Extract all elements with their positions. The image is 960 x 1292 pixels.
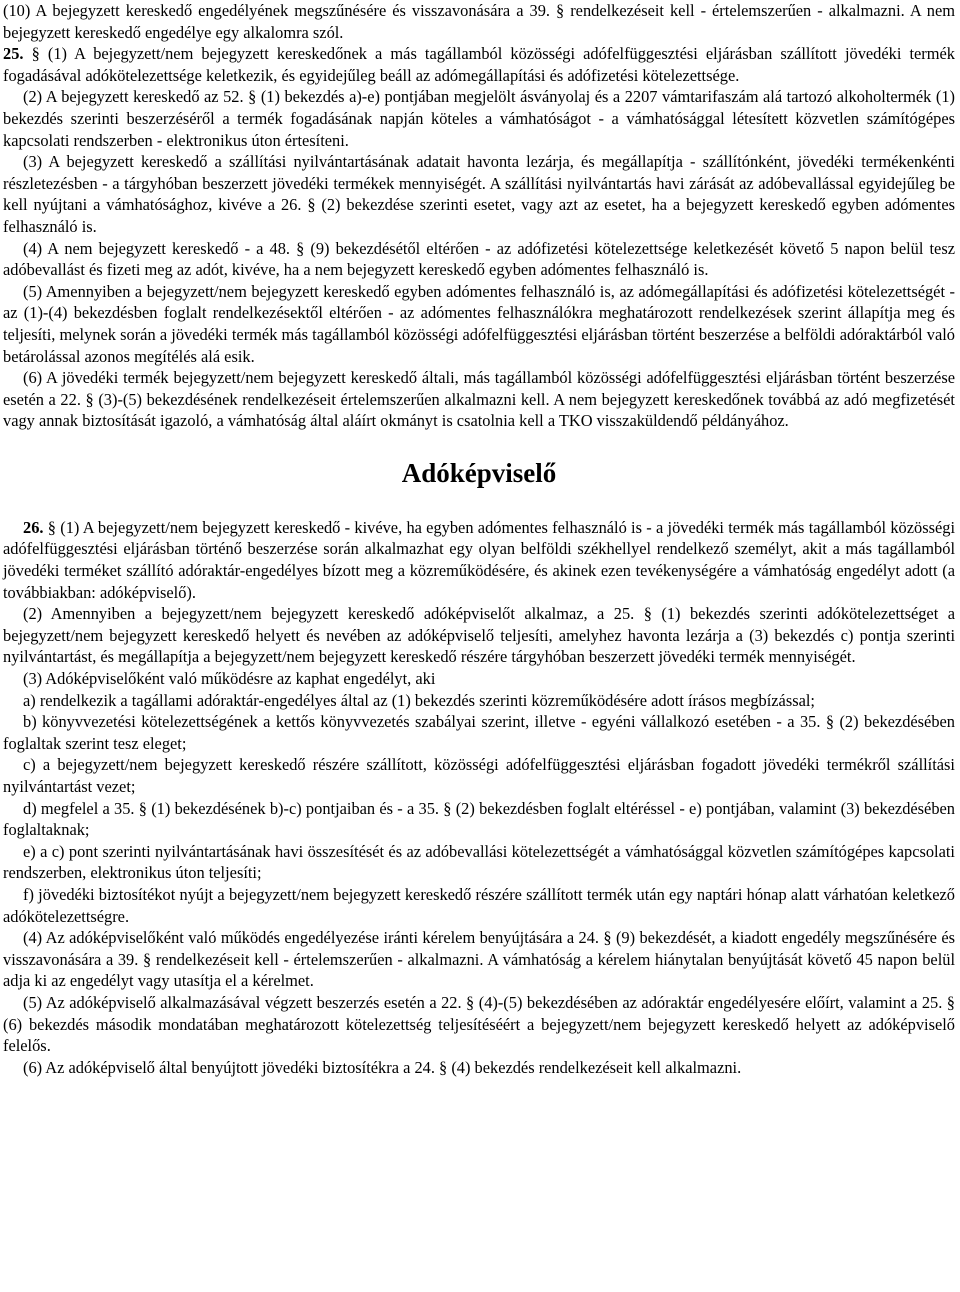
section-25-paragraph-1: [3, 43, 955, 86]
section-25-paragraph-6: (6) A jövedéki termék bejegyzett/nem bejegyzett kereskedő általi, más tagállamból közösségi adófelfüggesztési eljárásban történt beszerzése esetén a 22. § (3)-(5) bekezdésének rendelkezéseit értelemszerűen alkalmazni kell. A nem bejegyzett kereskedőnek továbbá az adó megfizetését vagy annak biztosítását igazoló, a vámhatóság által aláírt okmányt is csatolnia kell a TKO visszaküldendő példányához.: [3, 368, 955, 431]
section-26-text-1: § (1) A bejegyzett/nem bejegyzett kereskedő - kivéve, ha egyben adómentes felhasználó is - a jövedéki termék más tagállamból közösségi adófelfüggesztési eljárásban történő beszerzése során alkalmazhat egy olyan belföldi székhellyel rendelkező személyt, akit a más tagállamból jövedéki terméket szállító adóraktár-engedélyes bízott meg a közreműködésére, és akinek ezen tevékenységére a vámhatóság engedélyt adott (a továbbiakban: adóképviselő).: [3, 517, 955, 602]
section-26-point-b: b) könyvvezetési kötelezettségének a kettős könyvvezetés szabályai szerint, illetve - egyéni vállalkozó esetében - a 35. § (2) bekezdésében foglaltak szerint tesz eleget;: [3, 712, 955, 753]
section-26-point-f: f) jövedéki biztosítékot nyújt a bejegyzett/nem bejegyzett kereskedő részére szállított termék után egy naptári hónap alatt várhatóan keletkező adókötelezettségre.: [3, 884, 955, 926]
section-25-paragraph-5: (5) Amennyiben a bejegyzett/nem bejegyzett kereskedő egyben adómentes felhasználó is, az adómegállapítási és adófizetési kötelezettségét - az (1)-(4) bekezdésben foglalt rendelkezésektől eltérően - az adómentes felhasználókra meghatározott rendelkezések szerint állapítja meg és teljesíti, melynek során a jövedéki termék más tagállamból közösségi adófelfüggesztési eljárásban történt beszerzése a belföldi adóraktárból való betárolással azonos megítélés alá esik.: [3, 281, 955, 366]
section-number-26: 26.: [23, 517, 44, 537]
section-25-paragraph-4: (4) A nem bejegyzett kereskedő - a 48. § (9) bekezdésétől eltérően - az adófizetési kötelezettsége keletkezését követő 5 napon belül tesz adóbevallást és fizeti meg az adót, kivéve, ha a nem bejegyzett kereskedő egyben adómentes felhasználó is.: [3, 238, 955, 280]
section-26-paragraph-1: [3, 517, 955, 603]
section-number-25: 25.: [3, 44, 24, 64]
section-26-paragraph-2: (2) Amennyiben a bejegyzett/nem bejegyzett kereskedő adóképviselőt alkalmaz, a 25. § (1) bekezdés szerinti adókötelezettséget a bejegyzett/nem bejegyzett kereskedő helyett és nevében az adóképviselő teljesíti, amelyhez havonta lezárja a (3) bekezdés c) pontja szerinti nyilvántartást, és megállapítja a bejegyzett/nem bejegyzett kereskedő részére tárgyhóban beszerzett jövedéki termék mennyiségét.: [3, 604, 955, 667]
paragraph-24-10: (10) A bejegyzett kereskedő engedélyének megszűnésére és visszavonására a 39. § rendelkezéseit kell - értelemszerűen - alkalmazni. A nem bejegyzett kereskedő engedélye egy alkalomra szól.: [3, 1, 955, 42]
section-25-paragraph-2: (2) A bejegyzett kereskedő az 52. § (1) bekezdés a)-e) pontjában megjelölt ásványolaj és a 2207 vámtarifaszám alá tartozó alkoholtermék (1) bekezdés szerinti beszerzéséről a termék fogadásának napján köteles a vámhatóságot - a vámhatósággal létesített közvetlen számítógépes kapcsolati rendszerben - elektronikus úton értesíteni.: [3, 87, 955, 150]
section-26-point-e: e) a c) pont szerinti nyilvántartásának havi összesítését és az adóbevallási kötelezettségét a vámhatósággal közvetlen számítógépes kapcsolati rendszerben, elektronikus úton teljesíti;: [3, 841, 955, 883]
section-26-paragraph-6: (6) Az adóképviselő által benyújtott jövedéki biztosítékra a 24. § (4) bekezdés rendelkezéseit kell alkalmazni.: [23, 1057, 742, 1077]
section-26-point-a: a) rendelkezik a tagállami adóraktár-engedélyes által az (1) bekezdés szerinti közreműködésére adott írásos megbízással;: [23, 690, 815, 710]
section-25-paragraph-3: (3) A bejegyzett kereskedő a szállítási nyilvántartásának adatait havonta lezárja, és megállapítja - szállítónként, jövedéki termékenkénti részletezésben - a tárgyhóban beszerzett jövedéki termékek mennyiségét. A szállítási nyilvántartás havi zárását az adóbevallással egyidejűleg be kell nyújtani a vámhatósághoz, kivéve a 26. § (2) bekezdése szerinti esetet, vagy azt az esetet, ha a bejegyzett kereskedő egyben adómentes felhasználó is.: [3, 152, 955, 236]
section-26-paragraph-3: (3) Adóképviselőként való működésre az kaphat engedélyt, aki: [23, 669, 436, 689]
section-26-point-c: c) a bejegyzett/nem bejegyzett kereskedő részére szállított, közösségi adófelfüggesztési eljárásban fogadott jövedéki termékről szállítási nyilvántartást vezet;: [3, 755, 955, 796]
section-25-text-1: § (1) A bejegyzett/nem bejegyzett kereskedőnek a más tagállamból közösségi adófelfüggesztési eljárásban szállított jövedéki termék fogadásával adókötelezettsége keletkezik, és egyidejűleg beáll az adómegállapítási és adófizetési kötelezettsége.: [3, 44, 955, 85]
document-page: [3, 0, 955, 1078]
section-heading: Adóképviselő: [401, 457, 557, 488]
section-26-paragraph-5: (5) Az adóképviselő alkalmazásával végzett beszerzés esetén a 22. § (4)-(5) bekezdésében az adóraktár engedélyesére előírt, valamint a 25. § (6) bekezdés második mondatában meghatározott kötelezettség teljesítéséért a bejegyzett/nem bejegyzett kereskedő helyett az adóképviselő felelős.: [3, 992, 955, 1056]
section-26-paragraph-4: (4) Az adóképviselőként való működés engedélyezése iránti kérelem benyújtására a 24. § (9) bekezdését, a kiadott engedély megszűnésére és visszavonására a 39. § rendelkezéseit kell - értelemszerűen - alkalmazni. A vámhatóság a kérelem hiánytalan benyújtását követő 45 napon belül adja ki az engedélyt vagy utasítja el a kérelmet.: [3, 928, 955, 991]
section-26-point-d: d) megfelel a 35. § (1) bekezdésének b)-c) pontjaiban és - a 35. § (2) bekezdésben foglalt eltéréssel - e) pontjában, valamint (3) bekezdésében foglaltaknak;: [3, 798, 955, 840]
